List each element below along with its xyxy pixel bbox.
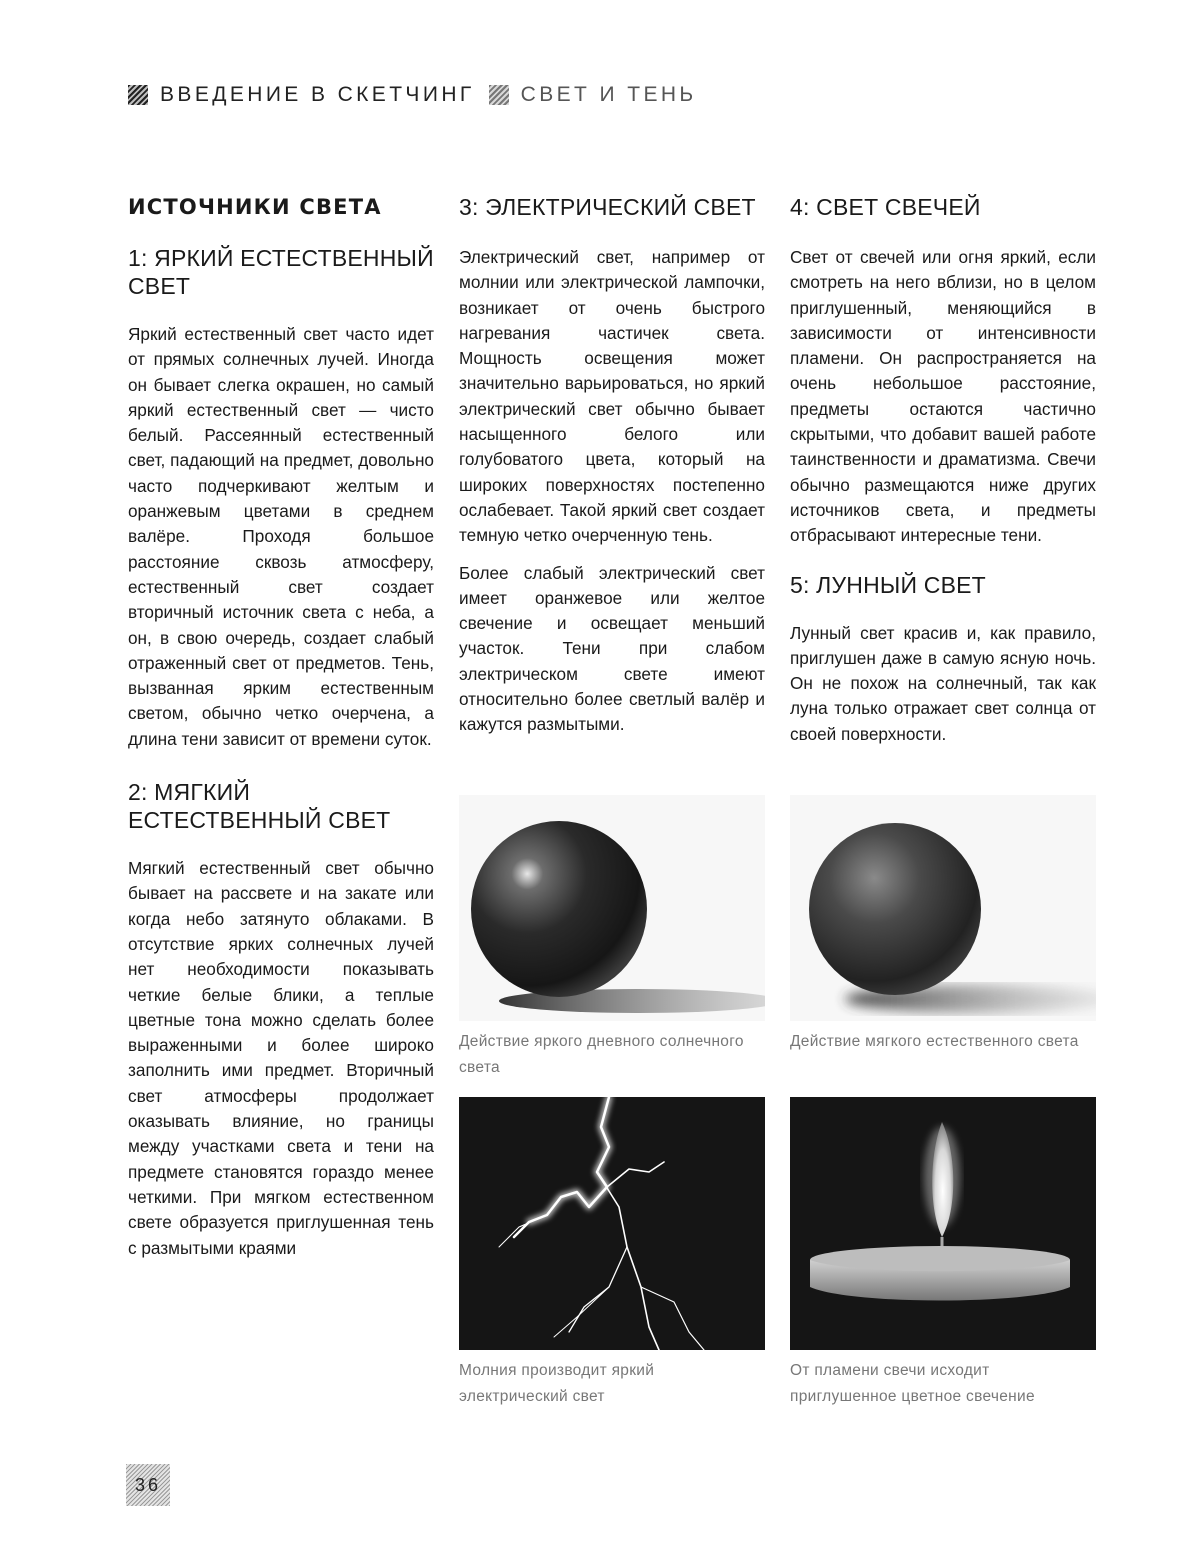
running-header bbox=[128, 82, 697, 108]
heading-bright-natural-light: 1: ЯРКИЙ ЕСТЕСТВЕННЫЙ СВЕТ bbox=[128, 245, 434, 299]
header-section: СВЕТ И ТЕНЬ bbox=[520, 83, 697, 106]
caption-bright-sunlight: Действие яркого дневного солнечного света bbox=[459, 1033, 744, 1076]
heading-electric-light: 3: ЭЛЕКТРИЧЕСКИЙ СВЕТ bbox=[459, 194, 756, 220]
lightning-image bbox=[459, 1097, 765, 1350]
paragraph-candle-light: Свет от свечей или огня яркий, если смотреть на него вблизи, но в целом приглушенный, меняющийся в зависимости от интенсивности пламени. Он распространяется на очень небольшое расстояние, предметы остаются частично скрытыми, что добавит вашей работе таинственности и драматизма. Свечи обычно размещаются ниже других источников света, и предметы отбрасывают интересные тени. bbox=[790, 247, 1096, 546]
paragraph-electric-light-1: Электрический свет, например от молнии или электрической лампочки, возникает от очень быстрого нагревания частичек света. Мощность освещения может значительно варьироваться, но яркий электрический свет обычно бывает насыщенного белого или голубоватого цвета, который на широких поверхностях постепенно ослабевает. Такой яркий свет создает темную четко очерченную тень. bbox=[459, 247, 765, 546]
paragraph-moon-light: Лунный свет красив и, как правило, приглушен даже в самую ясную ночь. Он не похож на солнечный, так как луна только отражает свет солнца от своей поверхности. bbox=[790, 622, 1096, 744]
column-2 bbox=[459, 190, 765, 738]
figure-soft-light bbox=[790, 795, 1096, 1055]
page-number: 36 bbox=[126, 1464, 170, 1506]
column-3 bbox=[790, 190, 1096, 747]
hatch-square-icon bbox=[489, 85, 509, 105]
figure-bright-sunlight bbox=[459, 795, 765, 1081]
paragraph-bright-natural-light: Яркий естественный свет часто идет от прямых солнечных лучей. Иногда он бывает слегка окрашен, но самый яркий естественный свет — чисто белый. Рассеянный естественный свет, падающий на предмет, довольно часто подчеркивают желтым и оранжевым цветами в среднем валёре. Проходя большое расстояние сквозь атмосферу, естественный свет создает вторичный источник света с неба, а он, в свою очередь, создает слабый отраженный свет от предметов. Тень, вызванная ярким естественным светом, обычно четко очерчена, а длина тени зависит от времени суток. bbox=[128, 324, 434, 749]
candle-image bbox=[790, 1097, 1096, 1350]
paragraph-electric-light-2: Более слабый электрический свет имеет оранжевое или желтое свечение и освещает меньший участок. Тени при слабом электрическом свете имеют относительно более светлый валёр и кажутся размытыми. bbox=[459, 562, 765, 735]
heading-candle-light: 4: СВЕТ СВЕЧЕЙ bbox=[790, 194, 981, 220]
section-title: ИСТОЧНИКИ СВЕТА bbox=[128, 195, 382, 219]
sphere-bright-image bbox=[459, 795, 765, 1021]
column-1 bbox=[128, 190, 434, 1261]
caption-soft-light: Действие мягкого естественного света bbox=[790, 1033, 1079, 1050]
heading-moon-light: 5: ЛУННЫЙ СВЕТ bbox=[790, 571, 986, 598]
heading-soft-natural-light: 2: МЯГКИЙ ЕСТЕСТВЕННЫЙ СВЕТ bbox=[128, 779, 391, 834]
caption-candle: От пламени свечи исходит приглушенное цветное свечение bbox=[790, 1362, 1035, 1405]
paragraph-soft-natural-light: Мягкий естественный свет обычно бывает на рассвете и на закате или когда небо затянуто облаками. В отсутствие ярких солнечных лучей нет необходимости показывать четкие белые блики, а теплые цветные тона можно сделать более выраженными и более широко заполнить ими предмет. Вторичный свет атмосферы продолжает оказывать влияние, но границы между участками света и тени на предмете становятся гораздо менее четкими. При мягком естественном свете образуется приглушенная тень с размытыми краями bbox=[128, 858, 434, 1258]
header-chapter: ВВЕДЕНИЕ В СКЕТЧИНГ bbox=[160, 83, 475, 106]
caption-lightning: Молния производит яркий электрический свет bbox=[459, 1362, 655, 1405]
figure-candle bbox=[790, 1097, 1096, 1410]
hatch-square-icon bbox=[128, 85, 148, 105]
sphere-soft-image bbox=[790, 795, 1096, 1021]
figure-lightning bbox=[459, 1097, 765, 1410]
